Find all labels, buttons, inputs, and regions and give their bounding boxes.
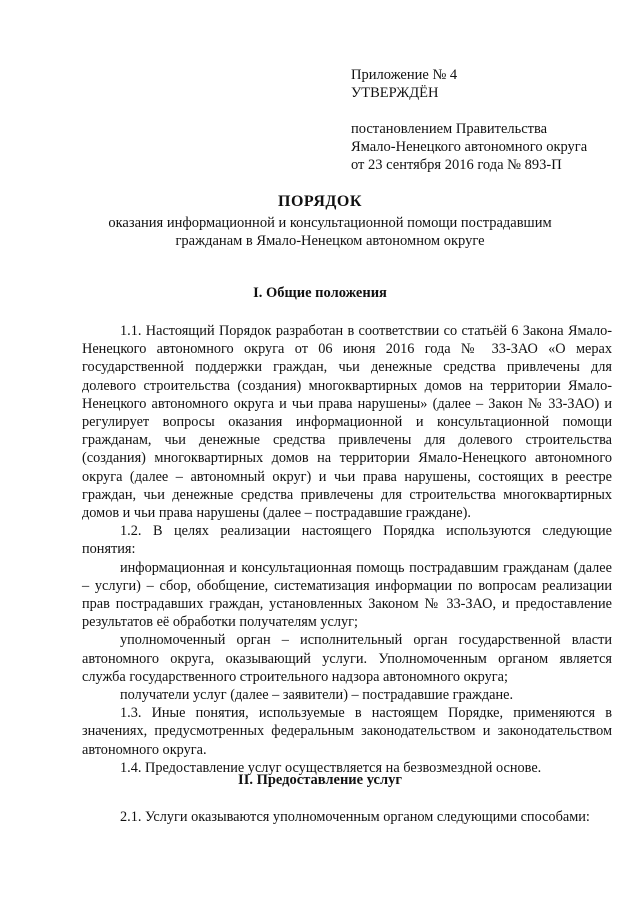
paragraph-1-2: 1.2. В целях реализации настоящего Порядка используются следующие понятия:	[82, 523, 612, 558]
section-1-body	[82, 322, 612, 777]
definition-recipients: получатели услуг (далее – заявители) – пострадавшие граждане.	[120, 687, 514, 704]
approval-line-1: постановлением Правительства	[351, 121, 548, 137]
approval-line-3: от 23 сентября 2016 года № 893-П	[351, 157, 562, 173]
section-2-heading: II. Предоставление услуг	[238, 772, 402, 788]
paragraph-2-1: 2.1. Услуги оказываются уполномоченным органом следующими способами:	[120, 809, 590, 825]
appendix-number: Приложение № 4	[351, 67, 458, 83]
definition-authorized-body: уполномоченный орган – исполнительный орган государственной власти автономного округа, оказывающий услуги. Уполномоченным органом является служба государственного строительного надзора автономного округа;	[82, 632, 612, 685]
paragraph-1-1: 1.1. Настоящий Порядок разработан в соответствии со статьёй 6 Закона Ямало-Ненецкого автономного округа от 06 июня 2016 года № 33-ЗАО «О мерах государственной поддержки граждан, чьи денежные средства привлечены для долевого строительства (создания) многоквартирных домов на территории Ямало-Ненецкого автономного округа и чьи права нарушены» (далее – Закон № 33-ЗАО) и регулирует вопросы оказания информационной и консультационной помощи гражданам, чьи денежные средства привлечены для долевого строительства (создания) многоквартирных домов на территории Ямало-Ненецкого автономного округа (далее – автономный округ) и чьи права нарушены, состоящих в реестре граждан, чьи денежные средства привлечены для строительства многоквартирных домов и чьи права нарушены (далее – пострадавшие граждане).	[82, 323, 612, 522]
section-2-body	[82, 808, 612, 826]
approval-line-2: Ямало-Ненецкого автономного округа	[351, 139, 588, 155]
section-1-heading: I. Общие положения	[253, 285, 387, 301]
paragraph-1-4: 1.4. Предоставление услуг осуществляется на безвозмездной основе.	[120, 759, 542, 776]
paragraph-1-3: 1.3. Иные понятия, используемые в настоящем Порядке, применяются в значениях, предусмотренных федеральным законодательством и законодательством автономного округа.	[82, 705, 612, 758]
approval-header	[351, 66, 587, 174]
document-title: ПОРЯДОК	[278, 193, 362, 210]
document-subtitle: оказания информационной и консультационной помощи пострадавшим гражданам в Ямало-Ненецком автономном округе	[108, 215, 552, 249]
approved-label: УТВЕРЖДЁН	[351, 85, 439, 101]
definition-services: информационная и консультационная помощь пострадавшим гражданам (далее – услуги) – сбор, обобщение, систематизация информации по вопросам реализации прав пострадавших граждан, установленных Законом № 33-ЗАО, и предоставление результатов её обработки получателям услуг;	[82, 559, 612, 631]
